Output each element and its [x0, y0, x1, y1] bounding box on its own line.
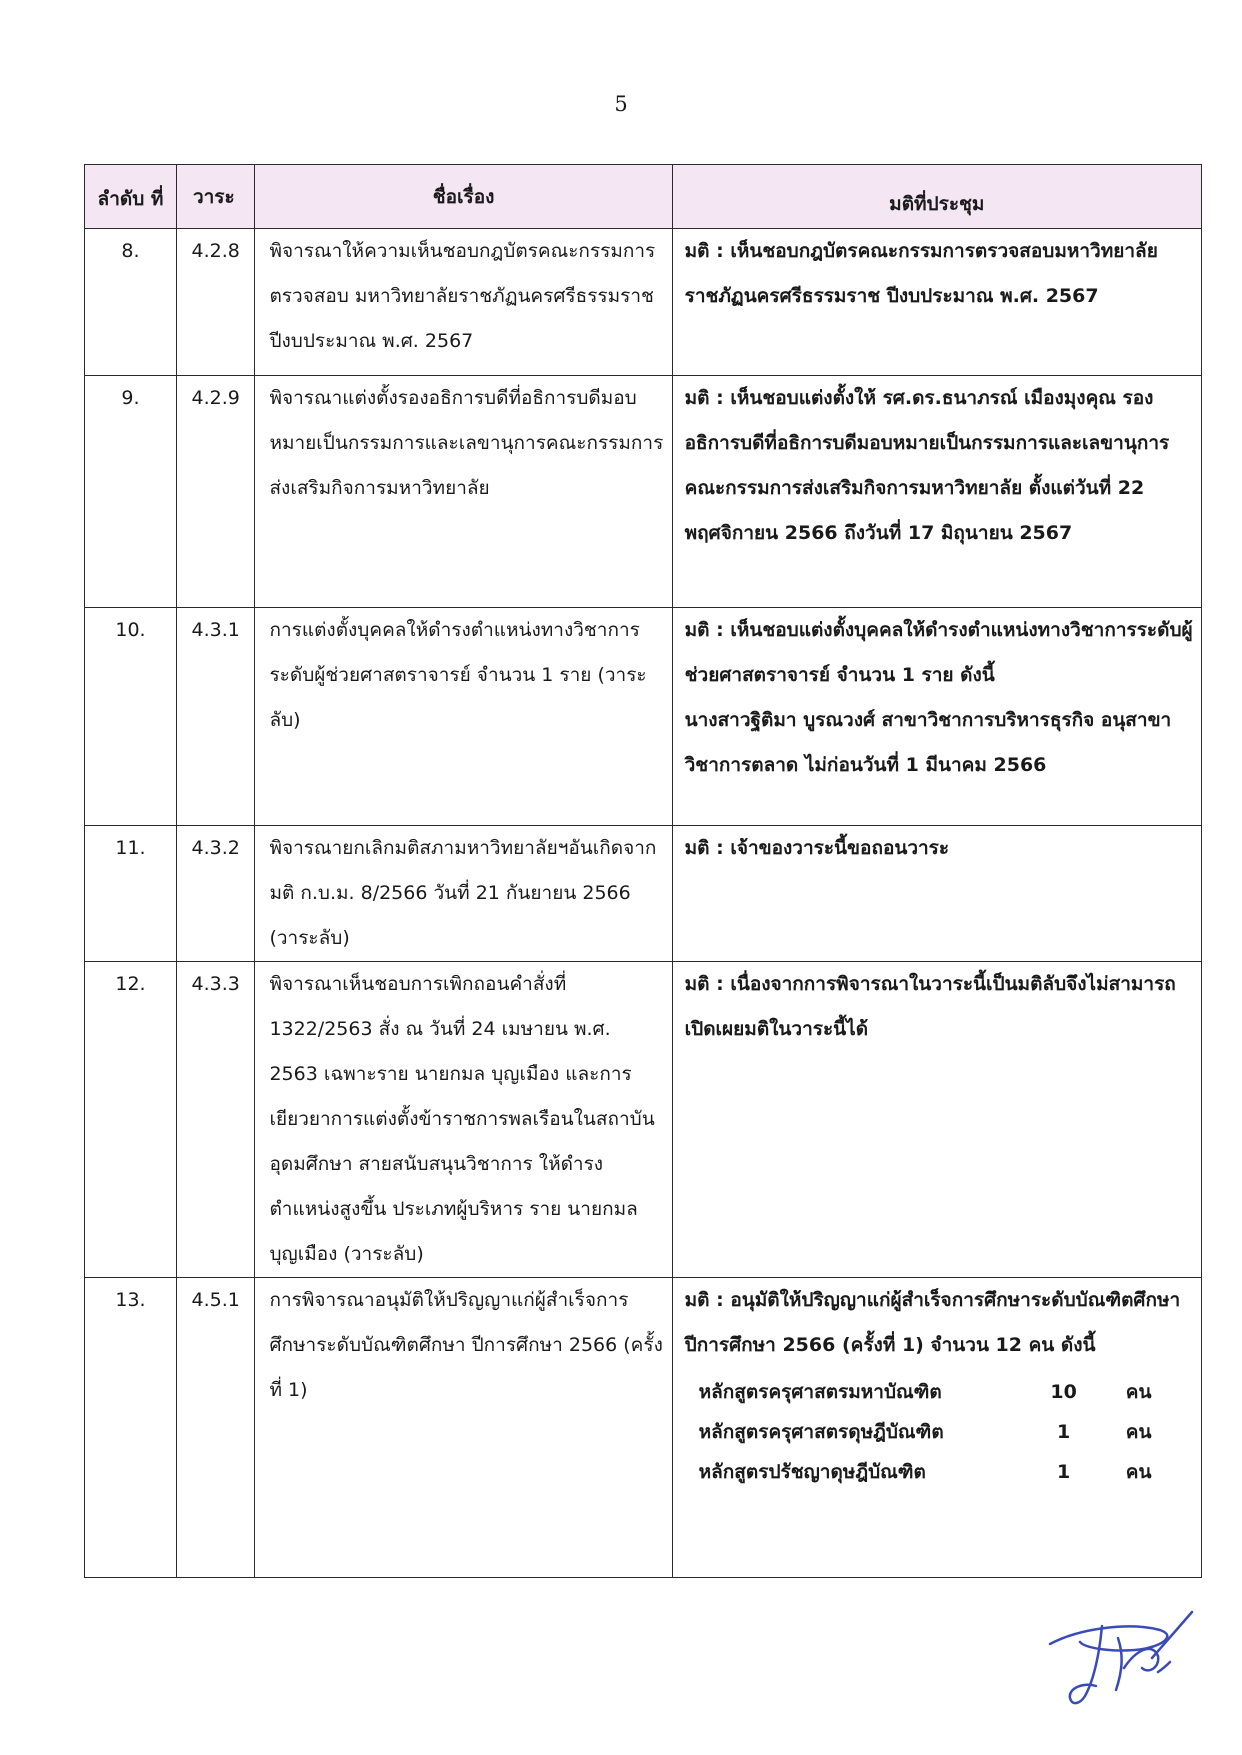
graduate-row — [685, 1452, 1193, 1492]
row-resolution: มติ : อนุมัติให้ปริญญาแก่ผู้สำเร็จการศึกษาระดับบัณฑิตศึกษา ปีการศึกษา 2566 (ครั้งที่ 1) จำนวน 12 คน ดังนี้ — [684, 1289, 1181, 1356]
row-agenda: 4.3.1 — [176, 608, 255, 826]
row-no: 13. — [85, 1278, 177, 1578]
row-resolution-cell — [672, 608, 1201, 826]
row-no: 9. — [85, 376, 177, 608]
row-title: การพิจารณาอนุมัติให้ปริญญาแก่ผู้สำเร็จการศึกษาระดับบัณฑิตศึกษา ปีการศึกษา 2566 (ครั้งที่ 1) — [255, 1278, 672, 1578]
graduate-unit: คน — [1125, 1381, 1152, 1403]
table-row — [85, 229, 1202, 376]
program-name: หลักสูตรปรัชญาดุษฎีบัณฑิต — [698, 1461, 926, 1483]
header-title: ชื่อเรื่อง — [255, 165, 672, 229]
graduate-row — [685, 1412, 1193, 1452]
row-agenda: 4.2.9 — [176, 376, 255, 608]
appointee-detail: นางสาวฐิติมา บูรณวงศ์ สาขาวิชาการบริหารธุรกิจ อนุสาขาวิชาการตลาด ไม่ก่อนวันที่ 1 มีนาคม 2566 — [684, 709, 1172, 776]
table-row — [85, 608, 1202, 826]
header-resolution: มติที่ประชุม — [672, 165, 1201, 229]
graduate-count: 10 — [1050, 1381, 1077, 1403]
row-title: พิจารณาแต่งตั้งรองอธิการบดีที่อธิการบดีมอบหมายเป็นกรรมการและเลขานุการคณะกรรมการส่งเสริมกิจการมหาวิทยาลัย — [255, 376, 672, 608]
graduate-list — [685, 1372, 1193, 1492]
row-no: 11. — [85, 826, 177, 962]
row-resolution: มติ : เนื่องจากการพิจารณาในวาระนี้เป็นมติลับจึงไม่สามารถเปิดเผยมติในวาระนี้ได้ — [672, 962, 1201, 1278]
graduate-count: 1 — [1057, 1461, 1071, 1483]
row-no: 12. — [85, 962, 177, 1278]
row-no: 8. — [85, 229, 177, 376]
row-resolution-cell — [672, 1278, 1201, 1578]
program-name: หลักสูตรครุศาสตรมหาบัณฑิต — [698, 1381, 942, 1403]
program-name: หลักสูตรครุศาสตรดุษฎีบัณฑิต — [698, 1421, 944, 1443]
graduate-count: 1 — [1057, 1421, 1071, 1443]
table-row — [85, 826, 1202, 962]
row-no: 10. — [85, 608, 177, 826]
row-agenda: 4.3.3 — [176, 962, 255, 1278]
row-resolution: มติ : เห็นชอบแต่งตั้งบุคคลให้ดำรงตำแหน่งทางวิชาการระดับผู้ช่วยศาสตราจารย์ จำนวน 1 ราย ดังนี้ — [684, 619, 1193, 686]
table-row — [85, 1278, 1202, 1578]
row-resolution: มติ : เห็นชอบกฎบัตรคณะกรรมการตรวจสอบมหาวิทยาลัยราชภัฏนครศรีธรรมราช ปีงบประมาณ พ.ศ. 2567 — [672, 229, 1201, 376]
row-title: การแต่งตั้งบุคคลให้ดำรงตำแหน่งทางวิชาการระดับผู้ช่วยศาสตราจารย์ จำนวน 1 ราย (วาระลับ) — [255, 608, 672, 826]
table-row — [85, 962, 1202, 1278]
table-row — [85, 376, 1202, 608]
graduate-unit: คน — [1125, 1461, 1152, 1483]
graduate-row — [685, 1372, 1193, 1412]
row-agenda: 4.3.2 — [176, 826, 255, 962]
minutes-table — [84, 164, 1202, 1578]
row-title: พิจารณาเห็นชอบการเพิกถอนคำสั่งที่ 1322/2563 สั่ง ณ วันที่ 24 เมษายน พ.ศ. 2563 เฉพาะราย นายกมล บุญเมือง และการเยียวยาการแต่งตั้งข้าราชการพลเรือนในสถาบันอุดมศึกษา สายสนับสนุนวิชาการ ให้ดำรงตำแหน่งสูงขึ้น ประเภทผู้บริหาร ราย นายกมล บุญเมือง (วาระลับ) — [255, 962, 672, 1278]
row-agenda: 4.2.8 — [176, 229, 255, 376]
row-resolution: มติ : เห็นชอบแต่งตั้งให้ รศ.ดร.ธนาภรณ์ เมืองมุงคุณ รองอธิการบดีที่อธิการบดีมอบหมายเป็นกรรมการและเลขานุการ คณะกรรมการส่งเสริมกิจการมหาวิทยาลัย ตั้งแต่วันที่ 22 พฤศจิกายน 2566 ถึงวันที่ 17 มิถุนายน 2567 — [672, 376, 1201, 608]
row-title: พิจารณาให้ความเห็นชอบกฎบัตรคณะกรรมการตรวจสอบ มหาวิทยาลัยราชภัฏนครศรีธรรมราช ปีงบประมาณ พ.ศ. 2567 — [255, 229, 672, 376]
page-number: 5 — [614, 92, 628, 116]
graduate-unit: คน — [1125, 1421, 1152, 1443]
signature — [1040, 1598, 1200, 1718]
row-resolution: มติ : เจ้าของวาระนี้ขอถอนวาระ — [672, 826, 1201, 962]
header-agenda: วาระ — [176, 165, 255, 229]
row-title: พิจารณายกเลิกมติสภามหาวิทยาลัยฯอันเกิดจากมติ ก.บ.ม. 8/2566 วันที่ 21 กันยายน 2566 (วาระลับ) — [255, 826, 672, 962]
row-agenda: 4.5.1 — [176, 1278, 255, 1578]
header-no: ลำดับ ที่ — [85, 165, 177, 229]
